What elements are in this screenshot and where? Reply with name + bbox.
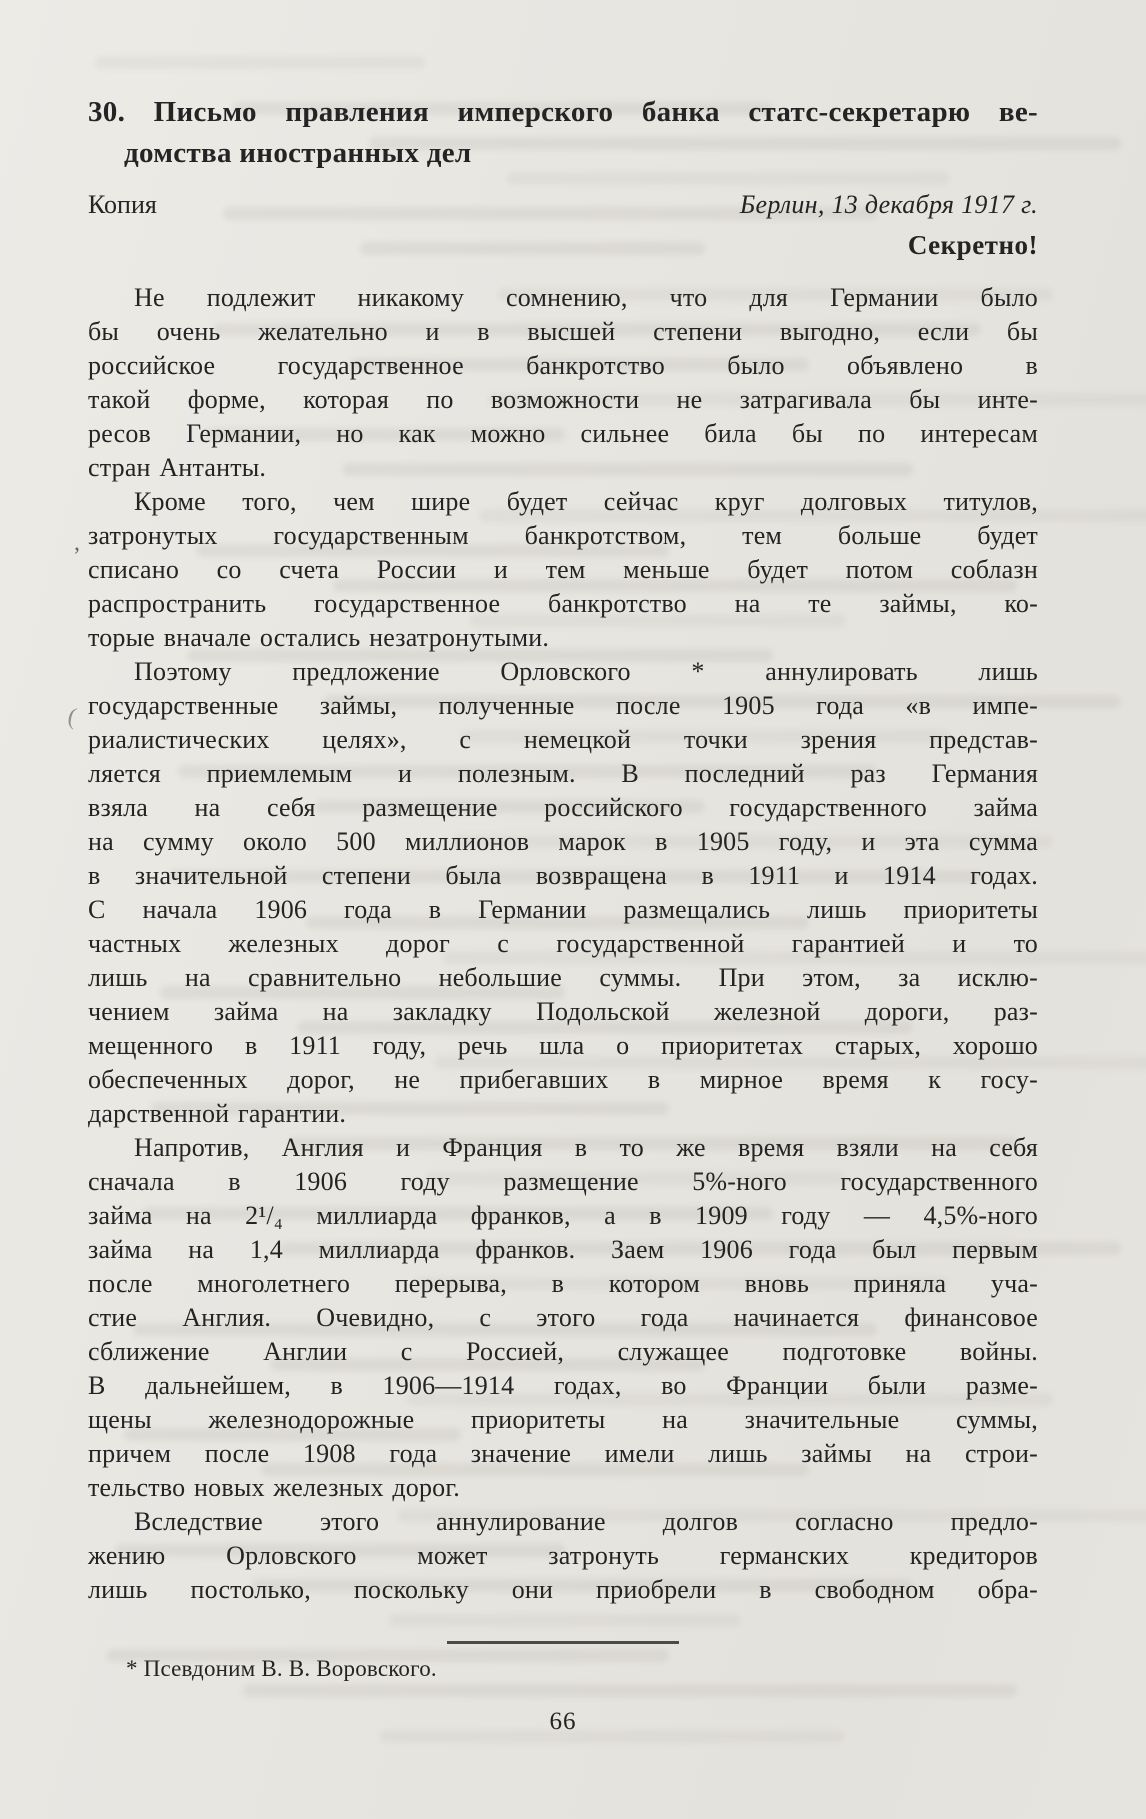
text-line: мещенного в 1911 году, речь шла о приоритетах старых, хорошо — [88, 1031, 1038, 1060]
body-paragraph — [88, 485, 1038, 655]
body-paragraph — [88, 281, 1038, 485]
text-line: займа на 2¹/₄ миллиарда франков, а в 1909 году — 4,5%-ного — [88, 1201, 1038, 1230]
copy-label: Копия — [88, 190, 157, 219]
document-title — [88, 92, 1038, 174]
text-line: затронутых государственным банкротством, тем больше будет — [88, 521, 1038, 550]
text-line: риалистических целях», с немецкой точки зрения представ- — [88, 725, 1038, 754]
text-line: стран Антанты. — [88, 453, 267, 482]
footnote: * Псевдоним В. В. Воровского. — [126, 1656, 437, 1681]
text-line: С начала 1906 года в Германии размещались лишь приоритеты — [88, 895, 1038, 924]
text-line: ресов Германии, но как можно сильнее била бы по интересам — [88, 419, 1038, 448]
text-line: займа на 1,4 миллиарда франков. Заем 1906 года был первым — [88, 1235, 1038, 1264]
text-line: щены железнодорожные приоритеты на значительные суммы, — [88, 1405, 1038, 1434]
text-line: взяла на себя размещение российского государственного займа — [88, 793, 1038, 822]
stray-scan-mark: ( — [65, 703, 79, 731]
body-paragraph — [88, 655, 1038, 1131]
text-line: лишь постолько, поскольку они приобрели в свободном обра- — [88, 1575, 1038, 1604]
secrecy-stamp: Секретно! — [907, 230, 1038, 260]
text-line: государственные займы, полученные после 1905 года «в импе- — [88, 691, 1038, 720]
body-paragraph — [88, 1505, 1038, 1607]
text-line: в значительной степени была возвращена в 1911 и 1914 годах. — [88, 861, 1038, 890]
text-line: на сумму около 500 миллионов марок в 1905 году, и эта сумма — [88, 827, 1038, 856]
document-title-line-2: домства иностранных дел — [124, 137, 472, 169]
text-line: Напротив, Англия и Франция в то же время взяли на себя — [134, 1133, 1038, 1162]
text-line: стие Англия. Очевидно, с этого года начинается финансовое — [88, 1303, 1038, 1332]
text-line: В дальнейшем, в 1906—1914 годах, во Франции были разме- — [88, 1371, 1038, 1400]
text-line: российское государственное банкротство было объявлено в — [88, 351, 1038, 380]
text-line: бы очень желательно и в высшей степени выгодно, если бы — [88, 317, 1038, 346]
text-line: лишь на сравнительно небольшие суммы. При этом, за исклю- — [88, 963, 1038, 992]
text-line: ляется приемлемым и полезным. В последний раз Германия — [88, 759, 1038, 788]
body-paragraph — [88, 1131, 1038, 1505]
text-line: жению Орловского может затронуть германских кредиторов — [88, 1541, 1038, 1570]
text-line: дарственной гарантии. — [88, 1099, 347, 1128]
text-line: такой форме, которая по возможности не затрагивала бы инте- — [88, 385, 1038, 414]
text-line: Поэтому предложение Орловского * аннулировать лишь — [134, 657, 1038, 686]
document-content — [65, 92, 1038, 1736]
text-line: сближение Англии с Россией, служащее подготовке войны. — [88, 1337, 1038, 1366]
text-line: обеспеченных дорог, не прибегавших в мирное время к госу- — [88, 1065, 1038, 1094]
stray-scan-mark: , — [74, 530, 80, 556]
text-line: тельство новых железных дорог. — [88, 1473, 461, 1502]
text-line: торые вначале остались незатронутыми. — [88, 623, 550, 652]
text-line: распространить государственное банкротство на те займы, ко- — [88, 589, 1038, 618]
text-line: Вследствие этого аннулирование долгов согласно предло- — [134, 1507, 1038, 1536]
text-line: списано со счета России и тем меньше будет потом соблазн — [88, 555, 1038, 584]
dateline: Берлин, 13 декабря 1917 г. — [739, 190, 1038, 219]
page-number: 66 — [549, 1708, 577, 1735]
text-line: после многолетнего перерыва, в котором вновь приняла уча- — [88, 1269, 1038, 1298]
document-body — [88, 281, 1038, 1607]
text-line: сначала в 1906 году размещение 5%-ного государственного — [88, 1167, 1038, 1196]
document-title-line-1: 30. Письмо правления имперского банка статс-секретарю ве- — [88, 96, 1038, 128]
text-line: Кроме того, чем шире будет сейчас круг долговых титулов, — [134, 487, 1038, 516]
text-line: частных железных дорог с государственной гарантией и то — [88, 929, 1038, 958]
document-meta-row — [88, 190, 1038, 220]
text-line: причем после 1908 года значение имели лишь займы на строи- — [88, 1439, 1038, 1468]
text-line: Не подлежит никакому сомнению, что для Германии было — [134, 283, 1038, 312]
footnote-rule — [447, 1641, 679, 1644]
text-line: чением займа на закладку Подольской железной дороги, раз- — [88, 997, 1038, 1026]
